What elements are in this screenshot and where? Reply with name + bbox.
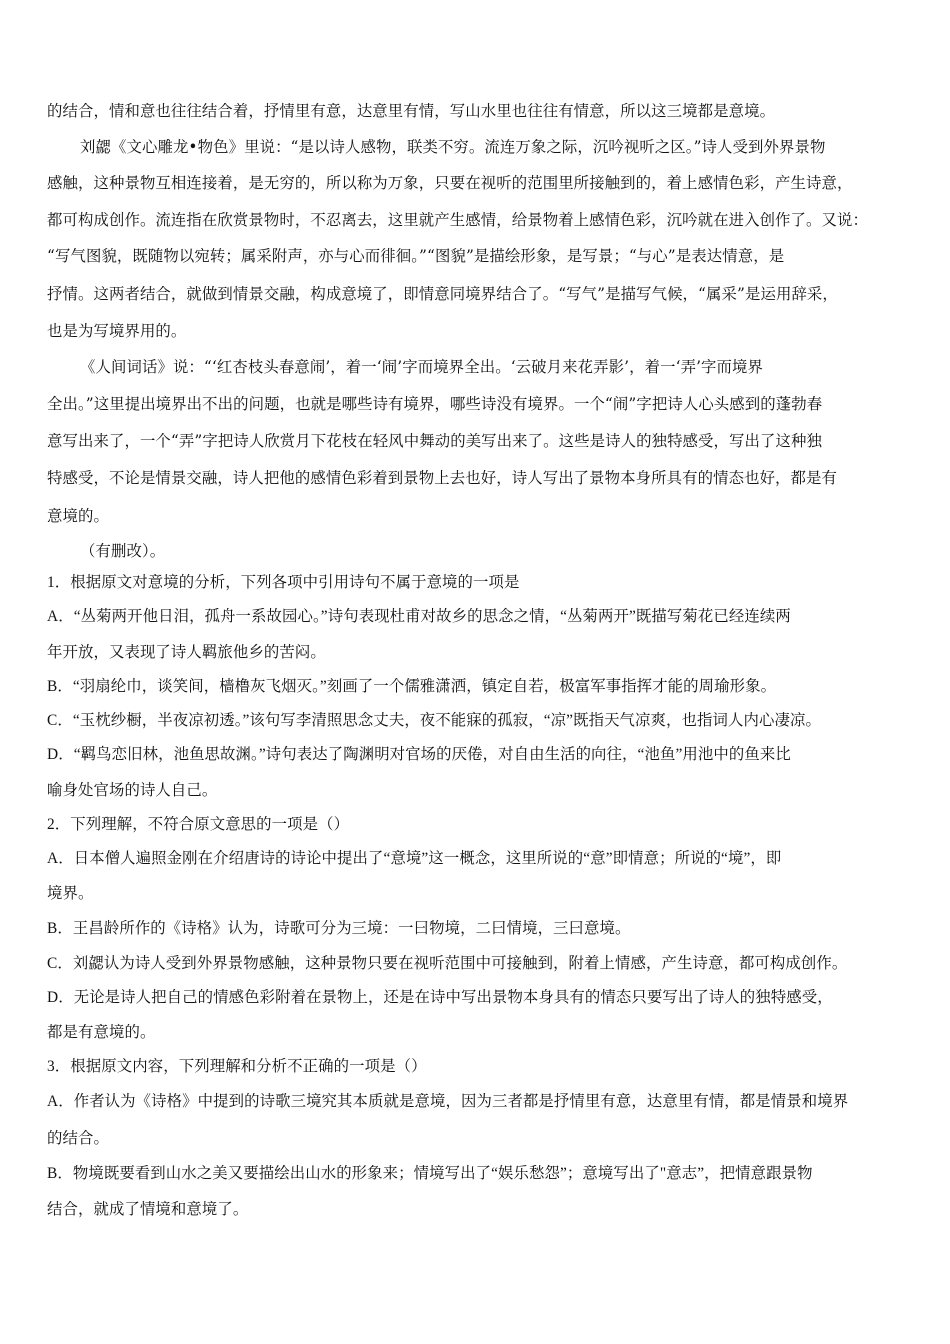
passage-line: 的结合，情和意也往往结合着，抒情里有意，达意里有情，写山水里也往往有情意，所以这三境都是意境。 [47, 102, 776, 120]
passage-line: 都可构成创作。流连指在欣赏景物时，不忍离去，这里就产生感情，给景物着上感情色彩，沉吟就在进入创作了。又说： [47, 211, 869, 229]
source-note: （有删改）。 [80, 542, 166, 560]
passage-line: 抒情。这两者结合，就做到情景交融，构成意境了，即情意同境界结合了。“写气”是描写气候，“属采”是运用辞采， [47, 285, 838, 303]
option-d-cont: 喻身处官场的诗人自己。 [47, 782, 218, 799]
passage-line: 全出。”这里提出境界出不出的问题，也就是哪些诗有境界，哪些诗没有境界。一个“闹”字把诗人心头感到的蓬勃春 [47, 395, 823, 413]
option-a-cont: 年开放，又表现了诗人羁旅他乡的苦闷。 [47, 644, 326, 661]
option-a: A．作者认为《诗格》中提到的诗歌三境究其本质就是意境，因为三者都是抒情里有意，达意里有情，都是情景和境界 [47, 1093, 849, 1110]
option-a: A．“丛菊两开他日泪，孤舟一系故园心。”诗句表现杜甫对故乡的思念之情，“丛菊两开”既描写菊花已经连续两 [47, 608, 791, 625]
passage-line: 意境的。 [47, 507, 109, 525]
passage-line: “写气图貌，既随物以宛转；属采附声，亦与心而徘徊。”“图貌”是描绘形象，是写景；“与心”是表达情意，是 [47, 247, 785, 265]
option-a-cont: 的结合。 [47, 1130, 109, 1147]
passage-line: 刘勰《文心雕龙•物色》里说：“是以诗人感物，联类不穷。流连万象之际，沉吟视听之区。”诗人受到外界景物 [80, 138, 826, 156]
option-d-cont: 都是有意境的。 [47, 1024, 156, 1041]
option-c: C．“玉枕纱橱，半夜凉初透。”该句写李清照思念丈夫，夜不能寐的孤寂，“凉”既指天气凉爽，也指词人内心凄凉。 [47, 712, 821, 729]
option-c: C．刘勰认为诗人受到外界景物感触，这种景物只要在视听范围中可接触到，附着上情感，产生诗意，都可构成创作。 [47, 955, 848, 972]
option-b: B．物境既要看到山水之美又要描绘出山水的形象来；情境写出了“娱乐愁怨”；意境写出了"意志”，把情意跟景物 [47, 1165, 813, 1182]
option-d: D．“羁鸟恋旧林，池鱼思故渊。”诗句表达了陶渊明对官场的厌倦，对自由生活的向往，“池鱼”用池中的鱼来比 [47, 746, 791, 763]
option-a-cont: 境界。 [47, 885, 94, 902]
option-b-cont: 结合，就成了情境和意境了。 [47, 1201, 249, 1218]
passage-line: 特感受，不论是情景交融，诗人把他的感情色彩着到景物上去也好，诗人写出了景物本身所具有的情态也好，都是有 [47, 469, 838, 487]
passage-line: 也是为写境界用的。 [47, 322, 187, 340]
question-stem: 1．根据原文对意境的分析，下列各项中引用诗句不属于意境的一项是 [47, 574, 520, 591]
passage-line: 意写出来了，一个“弄”字把诗人欣赏月下花枝在轻风中舞动的美写出来了。这些是诗人的独特感受，写出了这种独 [47, 432, 822, 450]
question-stem: 2．下列理解，不符合原文意思的一项是（） [47, 816, 350, 833]
passage-line: 感触，这种景物互相连接着，是无穷的，所以称为万象，只要在视听的范围里所接触到的，着上感情色彩，产生诗意， [47, 174, 853, 192]
question-stem: 3．根据原文内容，下列理解和分析不正确的一项是（） [47, 1058, 427, 1075]
option-d: D．无论是诗人把自己的情感色彩附着在景物上，还是在诗中写出景物本身具有的情态只要写出了诗人的独特感受， [47, 989, 833, 1006]
passage-line: 《人间词话》说：“‘红杏枝头春意闹’，着一‘闹’字而境界全出。‘云破月来花弄影’，着一‘弄’字而境界 [80, 358, 764, 376]
option-a: A．日本僧人遍照金刚在介绍唐诗的诗论中提出了“意境”这一概念，这里所说的“意”即情意；所说的“境”，即 [47, 850, 782, 867]
option-b: B．王昌龄所作的《诗格》认为，诗歌可分为三境：一曰物境，二曰情境，三曰意境。 [47, 920, 631, 937]
option-b: B．“羽扇纶巾，谈笑间，樯橹灰飞烟灭。”刻画了一个儒雅潇洒，镇定自若，极富军事指挥才能的周瑜形象。 [47, 678, 777, 695]
